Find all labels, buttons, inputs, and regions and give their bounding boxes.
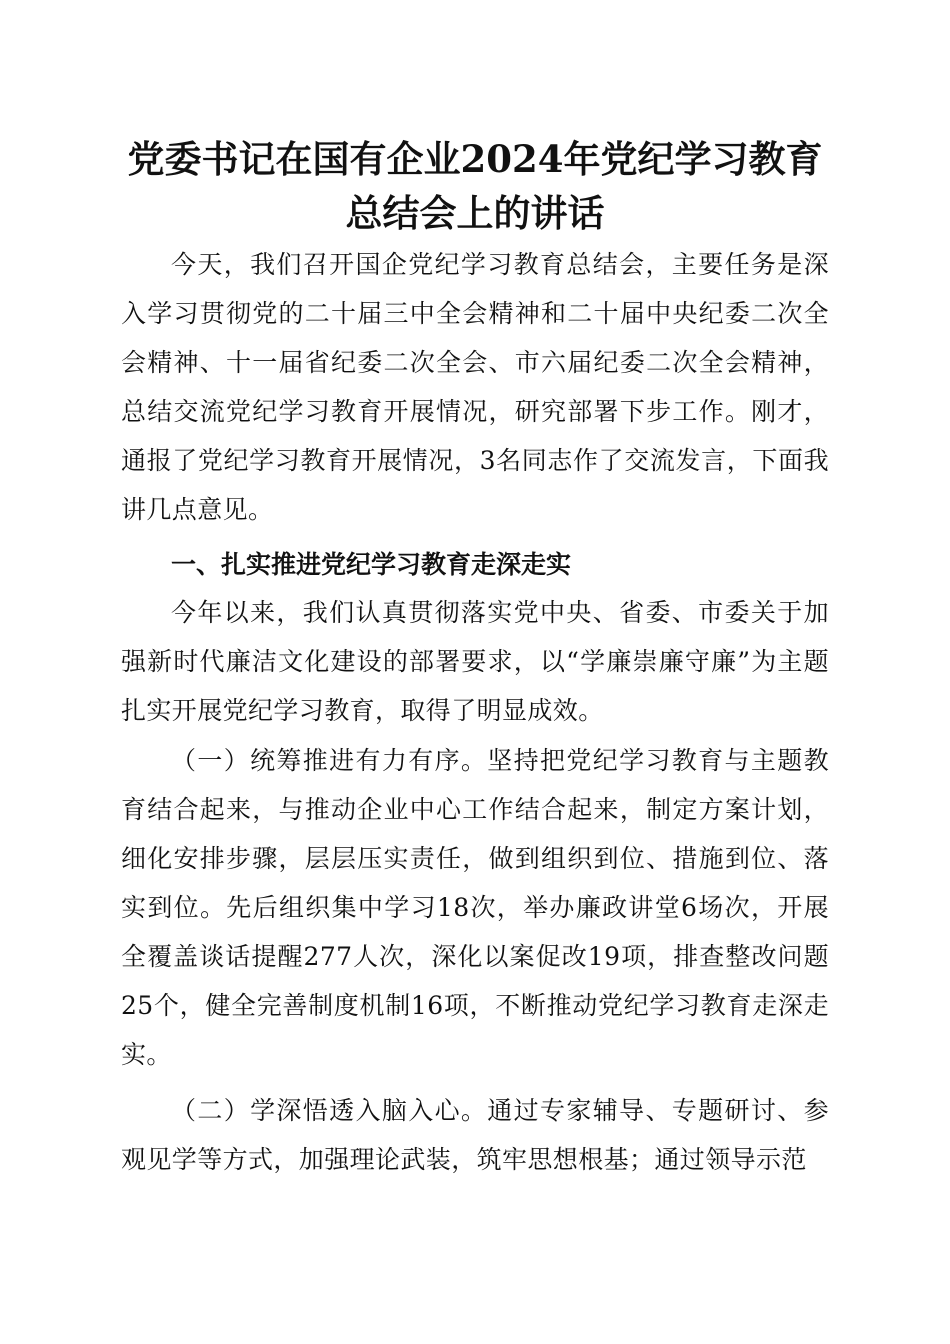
item-1-body: 坚持把党纪学习教育与主题教育结合起来，与推动企业中心工作结合起来，制定方案计划，细化安排步骤，层层压实责任，做到组织到位、措施到位、落实到位。先后组织集中学习18次，举办廉政讲堂6场次，开展全覆盖谈话提醒277人次，深化以案促改19项，排查整改问题25个，健全完善制度机制16项，不断推动党纪学习教育走深走实。 — [121, 746, 829, 1069]
section-1-intro-paragraph: 今年以来，我们认真贯彻落实党中央、省委、市委关于加强新时代廉洁文化建设的部署要求，以“学廉崇廉守廉”为主题扎实开展党纪学习教育，取得了明显成效。 — [121, 598, 829, 725]
item-2-body: 通过专家辅导、专题研讨、参观见学等方式，加强理论武装，筑牢思想根基；通过领导示范 — [121, 1096, 829, 1174]
item-2-lead: （二）学深悟透入脑入心。 — [171, 1096, 488, 1125]
document-title: 党委书记在国有企业2024年党纪学习教育总结会上的讲话 — [127, 137, 823, 235]
intro-paragraph: 今天，我们召开国企党纪学习教育总结会，主要任务是深入学习贯彻党的二十届三中全会精神和二十届中央纪委二次全会精神、十一届省纪委二次全会、市六届纪委二次全会精神，总结交流党纪学习教育开展情况，研究部署下步工作。刚才，通报了党纪学习教育开展情况，3名同志作了交流发言，下面我讲几点意见。 — [121, 250, 829, 524]
item-1-paragraph — [121, 736, 829, 1079]
item-1-lead: （一）统筹推进有力有序。 — [171, 746, 488, 775]
item-2-paragraph — [121, 1086, 829, 1184]
section-heading-1: 一、扎实推进党纪学习教育走深走实 — [171, 550, 572, 579]
